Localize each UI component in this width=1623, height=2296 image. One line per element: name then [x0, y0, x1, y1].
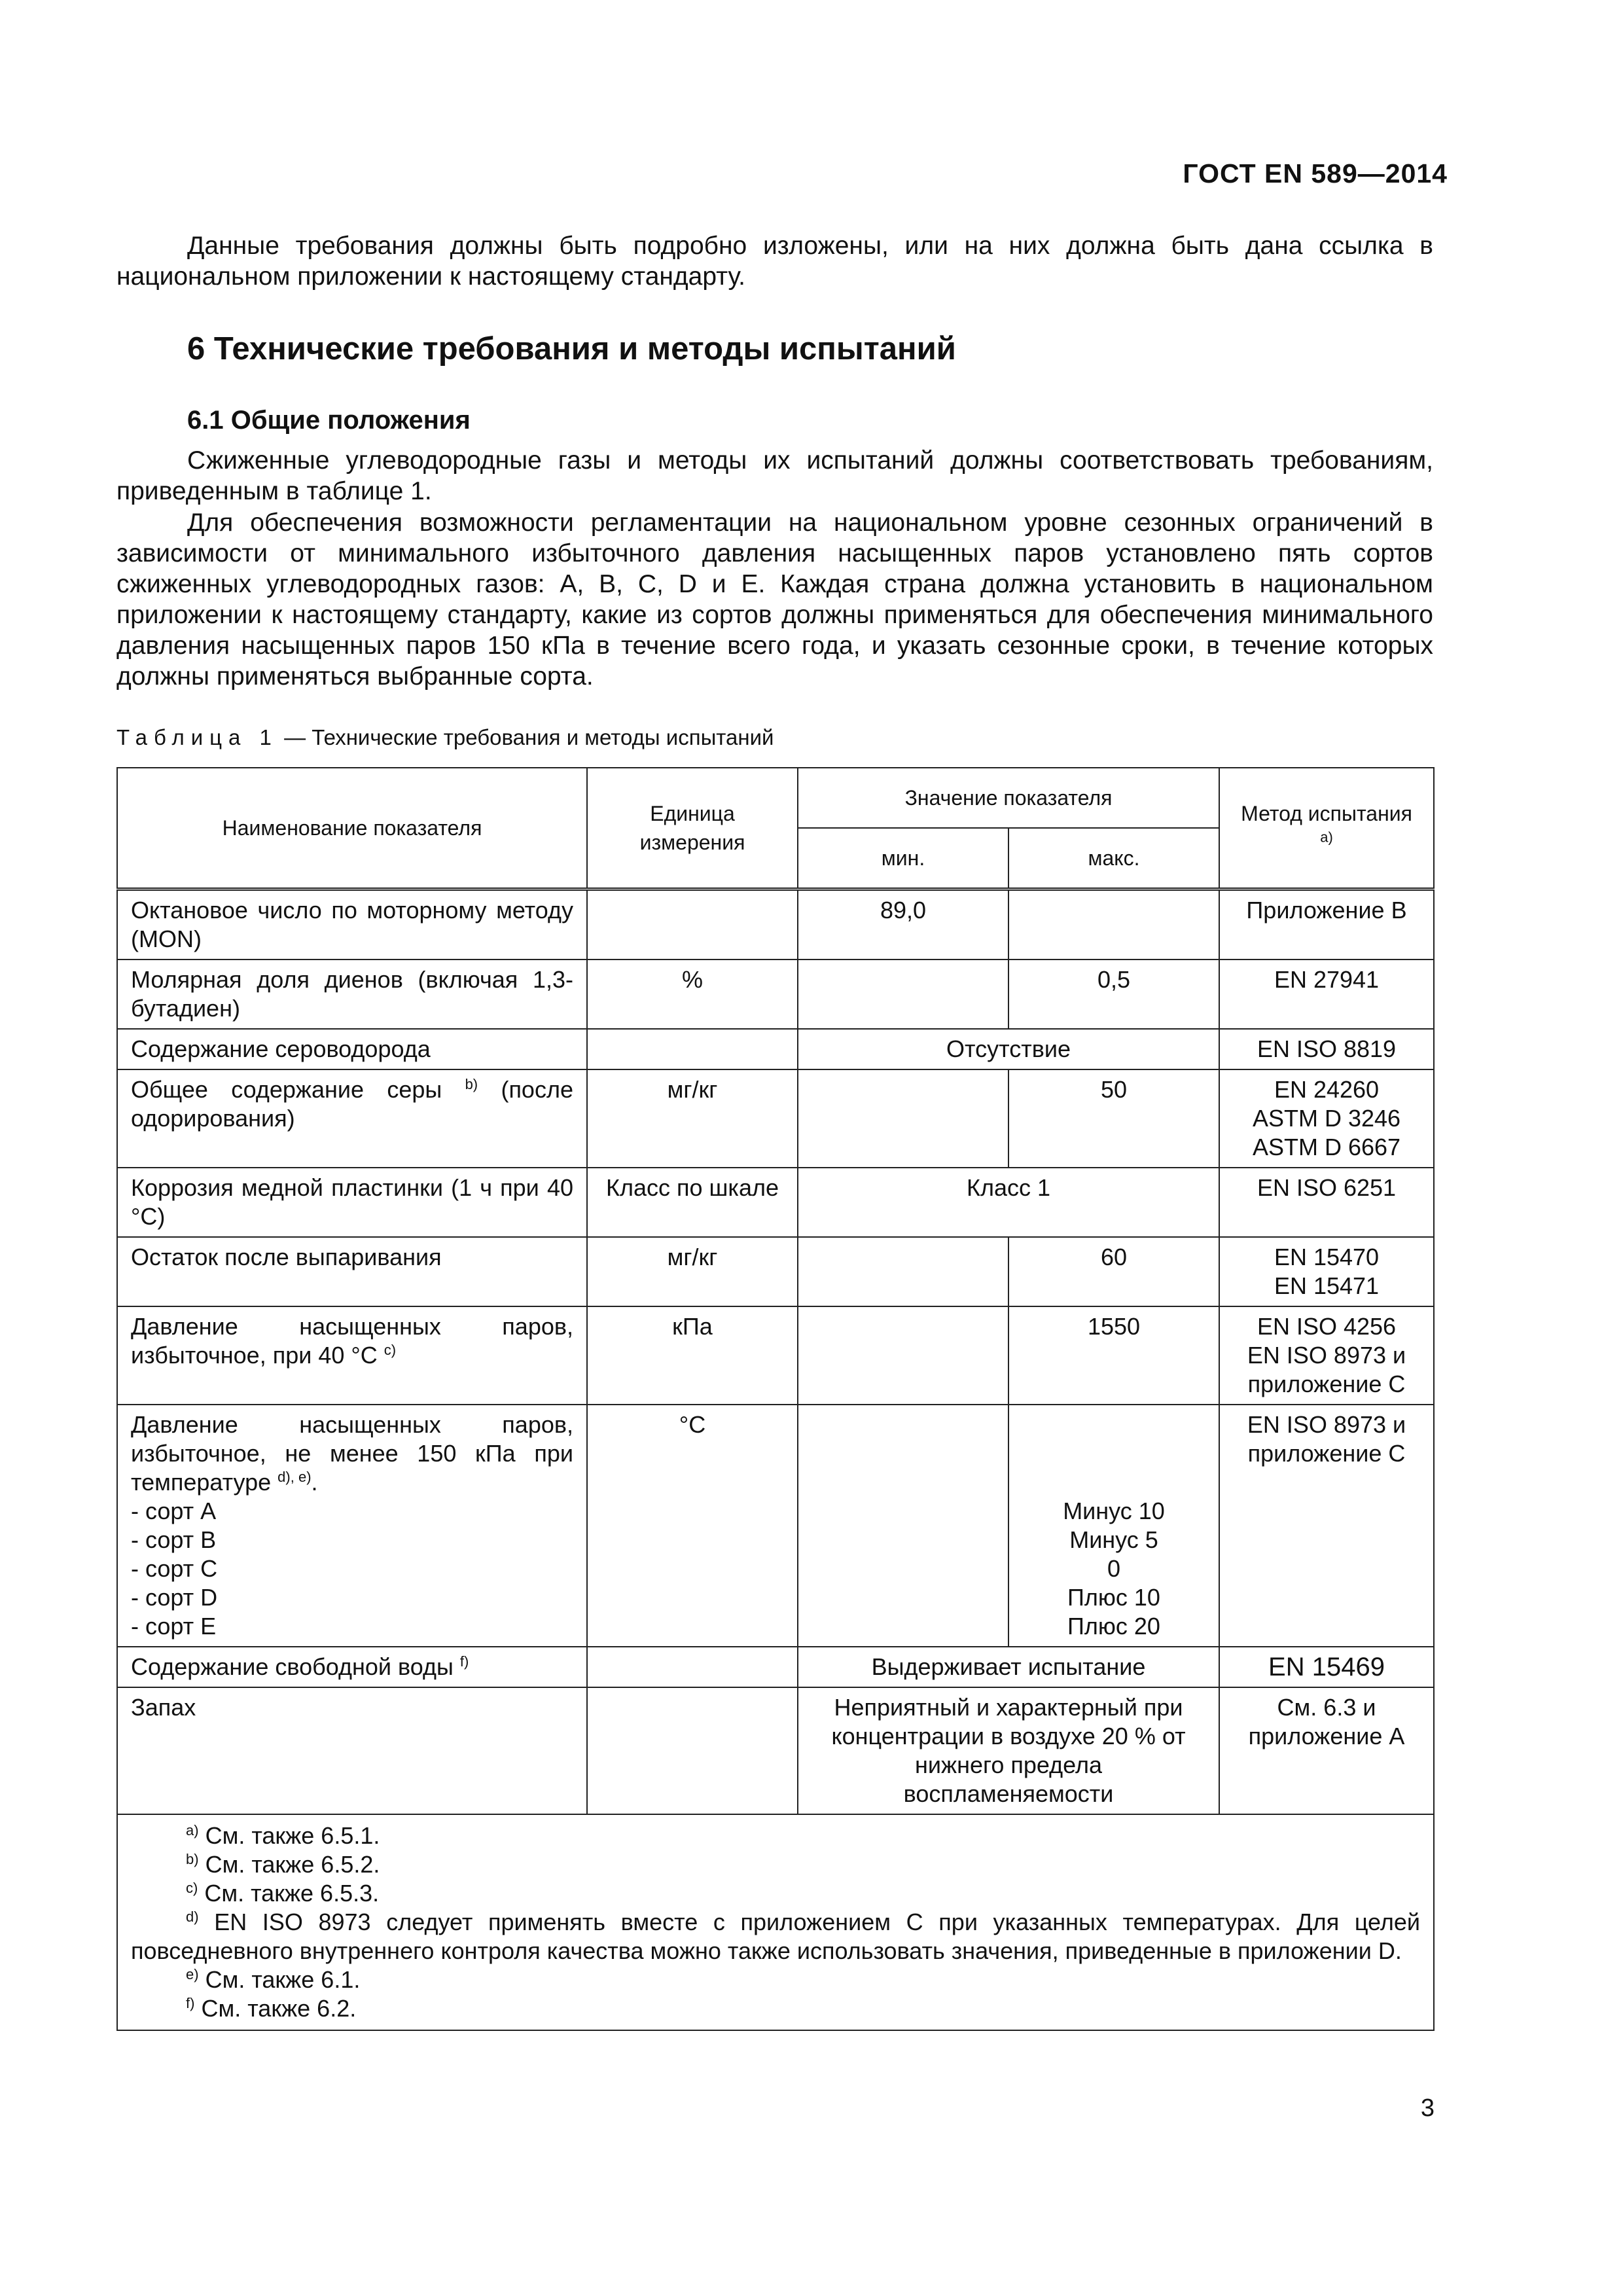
- row-value: Выдерживает испытание: [798, 1647, 1219, 1687]
- table-caption: [116, 725, 774, 750]
- row-method: EN ISO 8819: [1219, 1029, 1434, 1069]
- table-header-row: [117, 768, 1434, 828]
- row-name: Запах: [117, 1687, 587, 1814]
- page-number: 3: [1420, 2094, 1435, 2122]
- standard-code: ГОСТ EN 589—2014: [1183, 158, 1448, 188]
- row-unit: [587, 889, 798, 960]
- row-unit: мг/кг: [587, 1237, 798, 1306]
- section-title: 6 Технические требования и методы испытаний: [187, 331, 956, 367]
- header-value: Значение показателя: [798, 768, 1219, 828]
- table-row-odour: [117, 1687, 1434, 1814]
- header-method: Метод испытания $^{a)}$: [1219, 768, 1434, 889]
- grade-c: - сорт C: [131, 1555, 218, 1582]
- grade-d-value: Плюс 10: [1067, 1584, 1160, 1611]
- row-unit: °C: [587, 1405, 798, 1647]
- row-method: EN 24260 ASTM D 3246 ASTM D 6667: [1219, 1069, 1434, 1168]
- row-name: Давление насыщенных паров, избыточное, при 40 °C $^{c)}$: [117, 1306, 587, 1405]
- row-max: [1008, 889, 1219, 960]
- row-unit: %: [587, 960, 798, 1029]
- row-method: EN ISO 8973 и приложение C: [1219, 1405, 1434, 1647]
- grade-e-value: Плюс 20: [1067, 1613, 1160, 1640]
- table-row-corrosion: [117, 1168, 1434, 1237]
- row-min: [798, 960, 1008, 1029]
- row-min: 89,0: [798, 889, 1008, 960]
- row-unit: Класс по шкале: [587, 1168, 798, 1237]
- row-max: [1008, 1405, 1219, 1647]
- grade-e: - сорт E: [131, 1613, 217, 1640]
- grade-a-value: Минус 10: [1063, 1498, 1165, 1524]
- grade-b-value: Минус 5: [1069, 1526, 1158, 1553]
- row-name: Давление насыщенных паров, избыточное, не менее 150 кПа при температуре $^{d), e)}$. - сорт A - сорт B - сорт C - сорт D - сорт E: [117, 1405, 587, 1647]
- table-row-residue: [117, 1237, 1434, 1306]
- header-unit: Единица измерения: [587, 768, 798, 889]
- row-method: EN 15470 EN 15471: [1219, 1237, 1434, 1306]
- footnote-e: $^{e)}$ См. также 6.1.: [186, 1966, 361, 1993]
- table-caption-number: Таблица 1: [116, 725, 278, 749]
- row-name: Коррозия медной пластинки (1 ч при 40 °C): [117, 1168, 587, 1237]
- table-row-water: [117, 1647, 1434, 1687]
- row-name: Остаток после выпаривания: [117, 1237, 587, 1306]
- row-value: Класс 1: [798, 1168, 1219, 1237]
- footnote-f: $^{f)}$ См. также 6.2.: [186, 1995, 357, 2022]
- row-min: [798, 1405, 1008, 1647]
- paragraph-1: Сжиженные углеводородные газы и методы их испытаний должны соответствовать требованиям, приведенным в таблице 1.: [116, 446, 1433, 505]
- row-method: EN 15469: [1219, 1647, 1434, 1687]
- table-footnotes-row: [117, 1814, 1434, 2030]
- row-name: Октановое число по моторному методу (MON): [117, 889, 587, 960]
- row-unit: кПа: [587, 1306, 798, 1405]
- row-value: Неприятный и характерный при концентрации в воздухе 20 % от нижнего предела воспламеняемости: [798, 1687, 1219, 1814]
- row-unit: [587, 1647, 798, 1687]
- row-unit: [587, 1029, 798, 1069]
- paragraph-2: Для обеспечения возможности регламентации на национальном уровне сезонных ограничений в зависимости от минимального избыточного давления насыщенных паров установлено пять сортов сжиженных углеводородных газов: A, B, C, D и E. Каждая страна должна установить в национальном приложении к настоящему стандарту, какие из сортов должны применяться для обеспечения минимального давления насыщенных паров 150 кПа в течение всего года, и указать сезонные сроки, в течение которых должны применяться выбранные сорта.: [116, 509, 1433, 691]
- table-row-vapour-grades: [117, 1405, 1434, 1647]
- row-method: См. 6.3 и приложение A: [1219, 1687, 1434, 1814]
- row-method: EN 27941: [1219, 960, 1434, 1029]
- row-max: 1550: [1008, 1306, 1219, 1405]
- header-max: макс.: [1008, 828, 1219, 889]
- grade-d: - сорт D: [131, 1584, 218, 1611]
- row-name: Общее содержание серы $^{b)}$ (после одорирования): [117, 1069, 587, 1168]
- row-value: Отсутствие: [798, 1029, 1219, 1069]
- footnote-c: $^{c)}$ См. также 6.5.3.: [186, 1880, 380, 1907]
- footnote-a: $^{a)}$ См. также 6.5.1.: [186, 1822, 380, 1849]
- row-max: 0,5: [1008, 960, 1219, 1029]
- table-row-vapour40: [117, 1306, 1434, 1405]
- table-row-dienes: [117, 960, 1434, 1029]
- intro-paragraph: Данные требования должны быть подробно изложены, или на них должна быть дана ссылка в национальном приложении к настоящему стандарту.: [116, 232, 1433, 291]
- row-max: 50: [1008, 1069, 1219, 1168]
- row-method: EN ISO 6251: [1219, 1168, 1434, 1237]
- row-name: Содержание свободной воды $^{f)}$: [117, 1647, 587, 1687]
- grade-b: - сорт B: [131, 1526, 217, 1553]
- subsection-title: 6.1 Общие положения: [187, 406, 471, 435]
- footnote-b: $^{b)}$ См. также 6.5.2.: [186, 1851, 380, 1878]
- row-unit: мг/кг: [587, 1069, 798, 1168]
- row-method: Приложение B: [1219, 889, 1434, 960]
- row-min: [798, 1069, 1008, 1168]
- table-row-octane: [117, 889, 1434, 960]
- header-name: Наименование показателя: [117, 768, 587, 889]
- row-name: Содержание сероводорода: [117, 1029, 587, 1069]
- grade-c-value: 0: [1107, 1555, 1121, 1582]
- row-method: EN ISO 4256 EN ISO 8973 и приложение C: [1219, 1306, 1434, 1405]
- table-row-h2s: [117, 1029, 1434, 1069]
- row-min: [798, 1306, 1008, 1405]
- row-name: Молярная доля диенов (включая 1,3-бутадиен): [117, 960, 587, 1029]
- footnote-d: $^{d)}$ EN ISO 8973 следует применять вместе с приложением C при указанных температурах. Для целей повседневного внутреннего контроля качества можно также использовать значения, приведенные в приложении D.: [131, 1909, 1420, 1964]
- header-min: мин.: [798, 828, 1008, 889]
- spec-table: [116, 767, 1435, 2031]
- grade-a: - сорт A: [131, 1498, 217, 1524]
- row-unit: [587, 1687, 798, 1814]
- row-min: [798, 1237, 1008, 1306]
- table-row-sulfur: [117, 1069, 1434, 1168]
- table-footnotes: [117, 1814, 1434, 2030]
- row-max: 60: [1008, 1237, 1219, 1306]
- table-caption-text: — Технические требования и методы испытаний: [277, 725, 774, 749]
